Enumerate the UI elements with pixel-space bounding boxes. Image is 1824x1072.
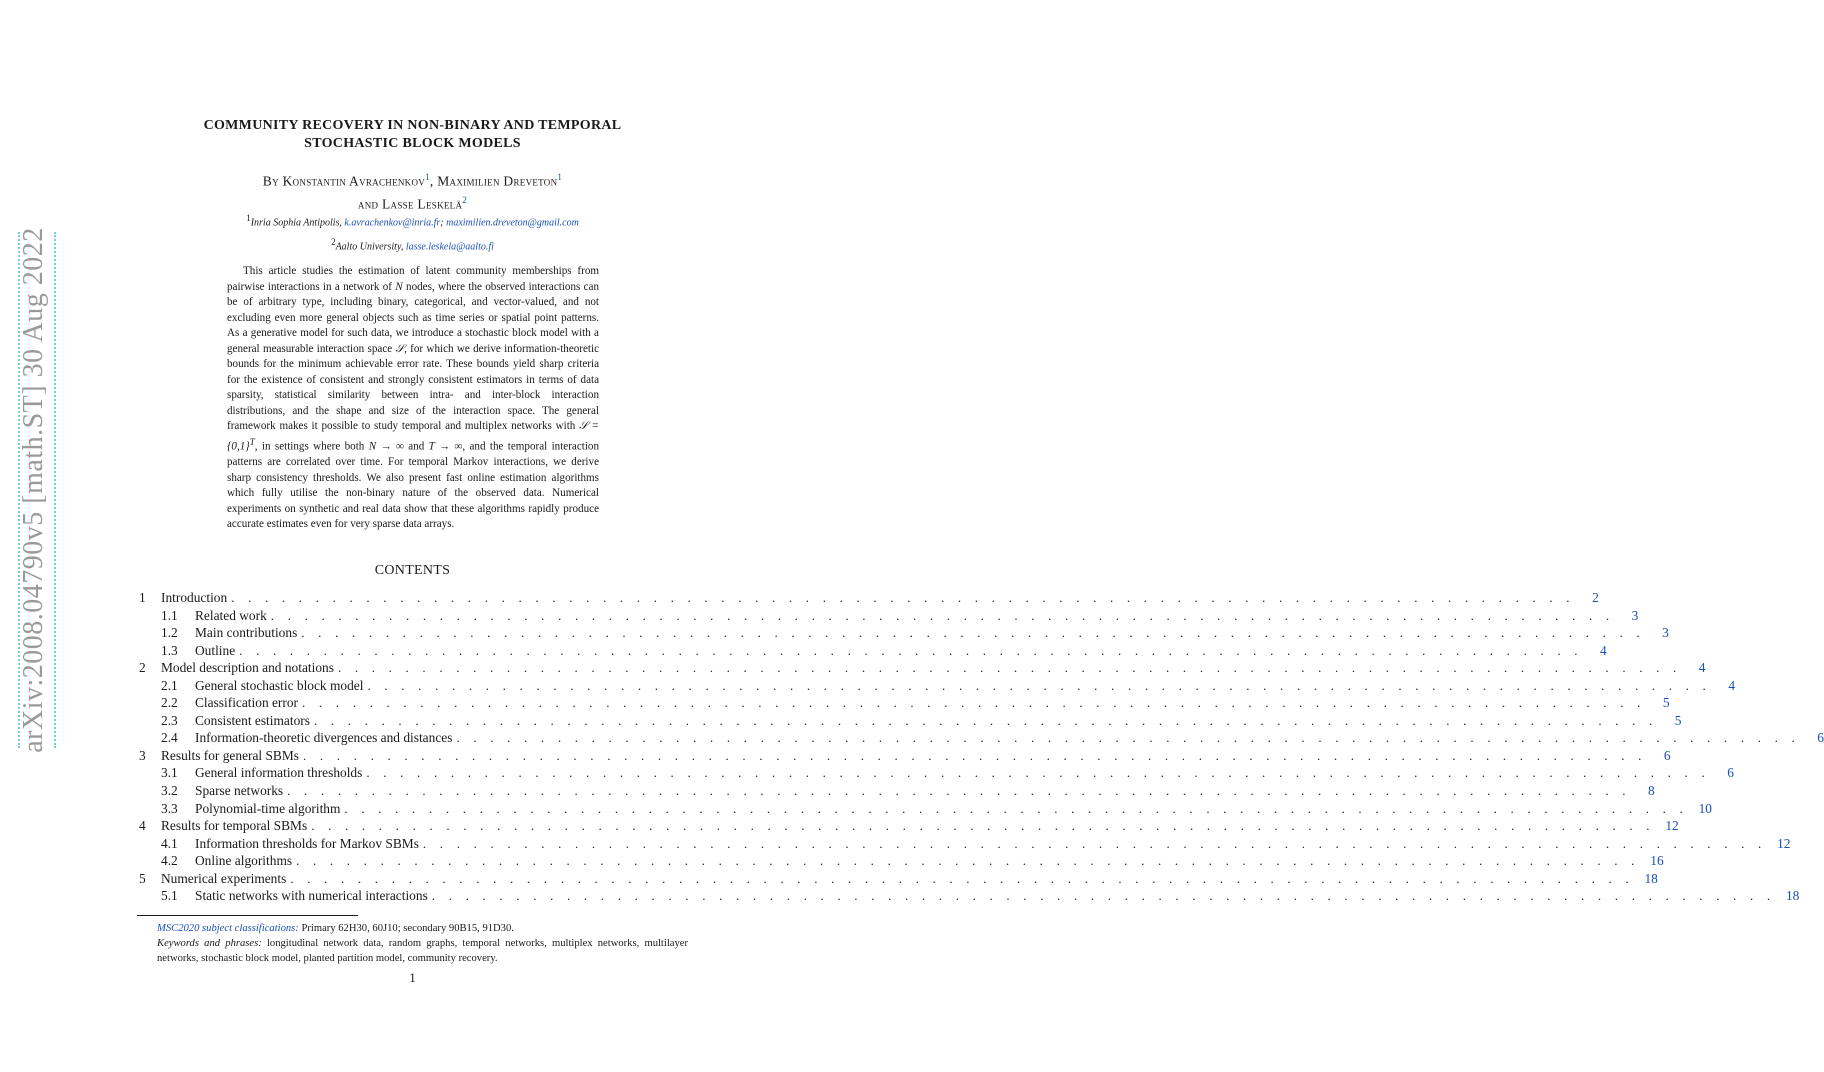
toc-entry-number: 4.2 bbox=[161, 853, 178, 869]
toc-entry[interactable] bbox=[137, 694, 1670, 712]
toc-entry-number: 2.4 bbox=[161, 730, 178, 746]
toc-leader-dots: . . . . . . . . . . . . . . . . . . . . . . . . . . . . . . . . . . . . . . . . . . . . . . . . . . . . . . . . . . . . . . . . . . . . . . . . . . . . . . . . bbox=[422, 835, 1767, 851]
toc-entry-title: Static networks with numerical interactions bbox=[195, 888, 428, 904]
abstract-part-4: , in settings where both bbox=[254, 440, 365, 453]
toc-entry[interactable] bbox=[137, 677, 1736, 695]
toc-leader-dots: . . . . . . . . . . . . . . . . . . . . . . . . . . . . . . . . . . . . . . . . . . . . . . . . . . . . . . . . . . . . . . . . . . . . . . . . . . . . . . . . bbox=[231, 590, 1575, 605]
toc-page-link[interactable]: 4 bbox=[1698, 660, 1706, 676]
toc-entry-number: 4.1 bbox=[161, 835, 178, 851]
paper-title bbox=[137, 117, 688, 153]
toc-entry-title: General information thresholds bbox=[195, 765, 363, 781]
affiliation-1-sup: 1 bbox=[246, 213, 251, 223]
and-word: and bbox=[357, 196, 379, 211]
toc-entry[interactable] bbox=[137, 642, 1607, 660]
toc-entry-title: Main contributions bbox=[195, 625, 298, 641]
toc-entry[interactable] bbox=[137, 589, 1599, 607]
abstract-part-6: , and the temporal interaction patterns are correlated over time. For temporal Markov interactions, we derive sharp consistency thresholds. We also present fast online estimation algorithms which fully utilise the non-binary nature of the observed data. Numerical experiments on synthetic and real data show that these algorithms rapidly produce accurate estimates even for very sparse data arrays. bbox=[227, 440, 600, 531]
math-N: N bbox=[395, 280, 403, 293]
toc-entry-title: Model description and notations bbox=[161, 660, 334, 676]
toc-entry-number: 5 bbox=[139, 870, 146, 886]
toc-page-link[interactable]: 6 bbox=[1663, 747, 1671, 763]
toc-leader-dots: . . . . . . . . . . . . . . . . . . . . . . . . . . . . . . . . . . . . . . . . . . . . . . . . . . . . . . . . . . . . . . . . . . . . . . . . . . . . . . . . bbox=[270, 607, 1615, 623]
keywords-text: longitudinal network data, random graphs, temporal networks, multiplex networks, multilayer networks, stochastic block model, planted partition model, community recovery. bbox=[157, 938, 688, 964]
toc-entry-number: 3.1 bbox=[161, 765, 178, 781]
toc-entry-title: Classification error bbox=[195, 695, 298, 711]
toc-entry[interactable] bbox=[137, 747, 1671, 765]
toc-entry-number: 1 bbox=[139, 590, 146, 605]
footnote-rule bbox=[137, 915, 358, 916]
toc-entry[interactable] bbox=[137, 870, 1658, 888]
msc-footnote bbox=[137, 921, 688, 936]
math-S-binary: 𝒮 = {0,1} bbox=[227, 420, 599, 453]
toc-entry[interactable] bbox=[137, 712, 1682, 730]
toc-entry-title: Results for general SBMs bbox=[161, 747, 299, 763]
toc-entry-title: Consistent estimators bbox=[195, 712, 310, 728]
toc-page-link[interactable]: 3 bbox=[1662, 625, 1669, 641]
toc-entry-number: 1.2 bbox=[161, 625, 178, 641]
toc-page-link[interactable]: 12 bbox=[1777, 835, 1791, 851]
math-T-limit: T → ∞ bbox=[428, 440, 463, 453]
toc-leader-dots: . . . . . . . . . . . . . . . . . . . . . . . . . . . . . . . . . . . . . . . . . . . . . . . . . . . . . . . . . . . . . . . . . . . . . . . . . . . . . . . . bbox=[344, 800, 1688, 816]
author-3-affil-sup[interactable]: 2 bbox=[462, 194, 468, 205]
toc-entry[interactable] bbox=[137, 835, 1791, 853]
toc-entry[interactable] bbox=[137, 817, 1679, 835]
toc-leader-dots: . . . . . . . . . . . . . . . . . . . . . . . . . . . . . . . . . . . . . . . . . . . . . . . . . . . . . . . . . . . . . . . . . . . . . . . . . . . . . . . . bbox=[366, 765, 1710, 781]
toc-page-link[interactable]: 16 bbox=[1650, 853, 1664, 869]
arxiv-stamp-text: arXiv:2008.04790v5 [math.ST] 30 Aug 2022 bbox=[18, 227, 49, 753]
toc-page-link[interactable]: 6 bbox=[1817, 730, 1824, 746]
toc-page-link[interactable]: 10 bbox=[1698, 800, 1712, 816]
toc-entry-title: Introduction bbox=[161, 590, 228, 605]
author-1-affil-sup[interactable]: 1 bbox=[425, 172, 430, 182]
toc-entry-number: 3.3 bbox=[161, 800, 178, 816]
toc-entry-title: General stochastic block model bbox=[195, 677, 364, 693]
toc-leader-dots: . . . . . . . . . . . . . . . . . . . . . . . . . . . . . . . . . . . . . . . . . . . . . . . . . . . . . . . . . . . . . . . . . . . . . . . . . . . . . . . . bbox=[303, 747, 1647, 763]
toc-entry-number: 3.2 bbox=[161, 783, 178, 799]
toc-entry-number: 2 bbox=[139, 660, 146, 676]
msc-label-link[interactable]: MSC2020 subject classifications: bbox=[157, 923, 299, 934]
toc-entry-number: 2.2 bbox=[161, 695, 178, 711]
toc-entry-title: Results for temporal SBMs bbox=[161, 818, 308, 834]
msc-text: Primary 62H30, 60J10; secondary 90B15, 91D30. bbox=[301, 923, 514, 934]
math-T-sup: T bbox=[249, 437, 255, 448]
toc-entry[interactable] bbox=[137, 659, 1706, 677]
title-line-1: COMMUNITY RECOVERY IN NON-BINARY AND TEMPORAL bbox=[203, 118, 622, 133]
abstract-part-5: and bbox=[408, 440, 425, 453]
toc-entry[interactable] bbox=[137, 852, 1664, 870]
toc-entry-title: Information thresholds for Markov SBMs bbox=[195, 835, 419, 851]
author-line-2 bbox=[137, 191, 688, 214]
toc-entry-title: Related work bbox=[195, 607, 267, 623]
toc-page-link[interactable]: 18 bbox=[1644, 870, 1658, 886]
toc-entry[interactable] bbox=[137, 782, 1655, 800]
toc-entry-number: 5.1 bbox=[161, 888, 178, 904]
toc-entry-number: 3 bbox=[139, 747, 146, 763]
contents-heading: CONTENTS bbox=[374, 563, 451, 578]
toc-entry-number: 2.3 bbox=[161, 712, 178, 728]
toc-entry-title: Outline bbox=[195, 642, 236, 658]
affiliation-2 bbox=[137, 236, 688, 253]
abstract-part-3: , for which we derive information-theoretic bounds for the minimum achievable error rate. These bounds yield sharp criteria for the existence of consistent and strongly consistent estimators in terms of data sparsity, statistical similarity between intra- and inter-block interaction distributions, and the shape and size of the interaction space. The general framework makes it possible to study temporal and multiplex networks with bbox=[227, 342, 600, 433]
toc-page-link[interactable]: 5 bbox=[1662, 695, 1670, 711]
table-of-contents bbox=[137, 589, 1824, 905]
page-number: 1 bbox=[409, 970, 416, 985]
toc-page-link[interactable]: 5 bbox=[1674, 712, 1682, 728]
author-line-1: By Konstantin Avrachenkov$^1$, Maximilien Dreveton$^1$ bbox=[262, 172, 563, 189]
toc-page-link[interactable]: 8 bbox=[1648, 783, 1655, 799]
email-separator: ; bbox=[440, 217, 444, 229]
toc-entry[interactable] bbox=[137, 764, 1734, 782]
affiliation-1 bbox=[137, 212, 688, 229]
toc-page-link[interactable]: 2 bbox=[1592, 590, 1599, 605]
toc-entry[interactable] bbox=[137, 800, 1712, 818]
author-2-affil-sup[interactable]: 1 bbox=[557, 172, 563, 182]
abstract-part-2: nodes, where the observed interactions can be of arbitrary type, including binary, categorical, and vector-valued, and not excluding even more general objects such as time series or spatial point patterns. As a generative model for such data, we introduce a stochastic block model with a general measurable interaction space bbox=[227, 280, 600, 355]
toc-entry-title: Polynomial-time algorithm bbox=[195, 800, 341, 816]
toc-leader-dots: . . . . . . . . . . . . . . . . . . . . . . . . . . . . . . . . . . . . . . . . . . . . . . . . . . . . . . . . . . . . . . . . . . . . . . . . . . . . . . . . bbox=[287, 783, 1631, 799]
toc-leader-dots: . . . . . . . . . . . . . . . . . . . . . . . . . . . . . . . . . . . . . . . . . . . . . . . . . . . . . . . . . . . . . . . . . . . . . . . . . . . . . . . . bbox=[301, 625, 1645, 641]
arxiv-stamp bbox=[6, 227, 62, 753]
email-dreveton-link[interactable]: maximilien.dreveton@gmail.com bbox=[446, 217, 579, 229]
toc-page-link[interactable]: 4 bbox=[1600, 642, 1607, 658]
toc-entry[interactable] bbox=[137, 729, 1824, 747]
author-avrachenkov: Konstantin Avrachenkov bbox=[282, 173, 426, 189]
toc-entry[interactable] bbox=[137, 887, 1800, 905]
toc-entry-title: Sparse networks bbox=[195, 783, 284, 799]
toc-leader-dots: . . . . . . . . . . . . . . . . . . . . . . . . . . . . . . . . . . . . . . . . . . . . . . . . . . . . . . . . . . . . . . . . . . . . . . . . . . . . . . . . bbox=[313, 712, 1658, 728]
toc-entry-title: Online algorithms bbox=[195, 853, 293, 869]
toc-leader-dots: . . . . . . . . . . . . . . . . . . . . . . . . . . . . . . . . . . . . . . . . . . . . . . . . . . . . . . . . . . . . . . . . . . . . . . . . . . . . . . . . bbox=[239, 642, 1583, 658]
author-list bbox=[137, 168, 688, 213]
toc-leader-dots: . . . . . . . . . . . . . . . . . . . . . . . . . . . . . . . . . . . . . . . . . . . . . . . . . . . . . . . . . . . . . . . . . . . . . . . . . . . . . . . . bbox=[296, 853, 1640, 869]
toc-leader-dots: . . . . . . . . . . . . . . . . . . . . . . . . . . . . . . . . . . . . . . . . . . . . . . . . . . . . . . . . . . . . . . . . . . . . . . . . . . . . . . . . bbox=[337, 660, 1682, 676]
toc-page-link[interactable]: 12 bbox=[1665, 818, 1679, 834]
author-dreveton: Maximilien Dreveton bbox=[437, 173, 558, 189]
keywords-footnote bbox=[137, 936, 688, 966]
toc-leader-dots: . . . . . . . . . . . . . . . . . . . . . . . . . . . . . . . . . . . . . . . . . . . . . . . . . . . . . . . . . . . . . . . . . . . . . . . . . . . . . . . . bbox=[290, 870, 1634, 886]
toc-page-link[interactable]: 3 bbox=[1631, 607, 1639, 623]
footnotes bbox=[137, 921, 688, 966]
toc-entry-title: Information-theoretic divergences and distances bbox=[195, 730, 453, 746]
toc-page-link[interactable]: 18 bbox=[1785, 888, 1800, 904]
abstract bbox=[227, 264, 599, 533]
math-N-limit: N → ∞ bbox=[368, 440, 404, 453]
toc-leader-dots: . . . . . . . . . . . . . . . . . . . . . . . . . . . . . . . . . . . . . . . . . . . . . . . . . . . . . . . . . . . . . . . . . . . . . . . . . . . . . . . . bbox=[456, 730, 1800, 746]
toc-page-link[interactable]: 4 bbox=[1728, 677, 1736, 693]
by-word: By bbox=[262, 173, 279, 189]
toc-leader-dots: . . . . . . . . . . . . . . . . . . . . . . . . . . . . . . . . . . . . . . . . . . . . . . . . . . . . . . . . . . . . . . . . . . . . . . . . . . . . . . . . bbox=[431, 888, 1776, 904]
affiliation-2-sup: 2 bbox=[331, 237, 336, 247]
toc-entry-number: 1.3 bbox=[161, 642, 178, 658]
email-avrachenkov-link[interactable]: k.avrachenkov@inria.fr bbox=[344, 217, 441, 229]
toc-entry[interactable] bbox=[137, 624, 1669, 642]
author-leskela: Lasse Leskelä bbox=[382, 196, 463, 211]
affiliation-1-name: Inria Sophia Antipolis, bbox=[250, 217, 342, 229]
affiliation-2-name: Aalto University, bbox=[335, 241, 404, 253]
toc-entry-number: 4 bbox=[139, 818, 146, 834]
abstract-part-1: This article studies the estimation of latent community memberships from pairwise interactions in a network of bbox=[227, 265, 599, 293]
email-leskela-link[interactable]: lasse.leskela@aalto.fi bbox=[405, 241, 494, 253]
toc-entry-number: 2.1 bbox=[161, 677, 178, 693]
title-line-2: STOCHASTIC BLOCK MODELS bbox=[304, 136, 521, 151]
toc-leader-dots: . . . . . . . . . . . . . . . . . . . . . . . . . . . . . . . . . . . . . . . . . . . . . . . . . . . . . . . . . . . . . . . . . . . . . . . . . . . . . . . . bbox=[367, 677, 1712, 693]
toc-entry-number: 1.1 bbox=[161, 607, 178, 623]
toc-leader-dots: . . . . . . . . . . . . . . . . . . . . . . . . . . . . . . . . . . . . . . . . . . . . . . . . . . . . . . . . . . . . . . . . . . . . . . . . . . . . . . . . bbox=[311, 818, 1655, 834]
math-S: 𝒮 bbox=[395, 342, 405, 355]
toc-page-link[interactable]: 6 bbox=[1727, 765, 1734, 781]
toc-entry-title: Numerical experiments bbox=[161, 870, 287, 886]
keywords-label: Keywords and phrases: bbox=[157, 938, 262, 949]
toc-leader-dots: . . . . . . . . . . . . . . . . . . . . . . . . . . . . . . . . . . . . . . . . . . . . . . . . . . . . . . . . . . . . . . . . . . . . . . . . . . . . . . . . bbox=[302, 695, 1646, 711]
toc-entry[interactable] bbox=[137, 607, 1639, 625]
